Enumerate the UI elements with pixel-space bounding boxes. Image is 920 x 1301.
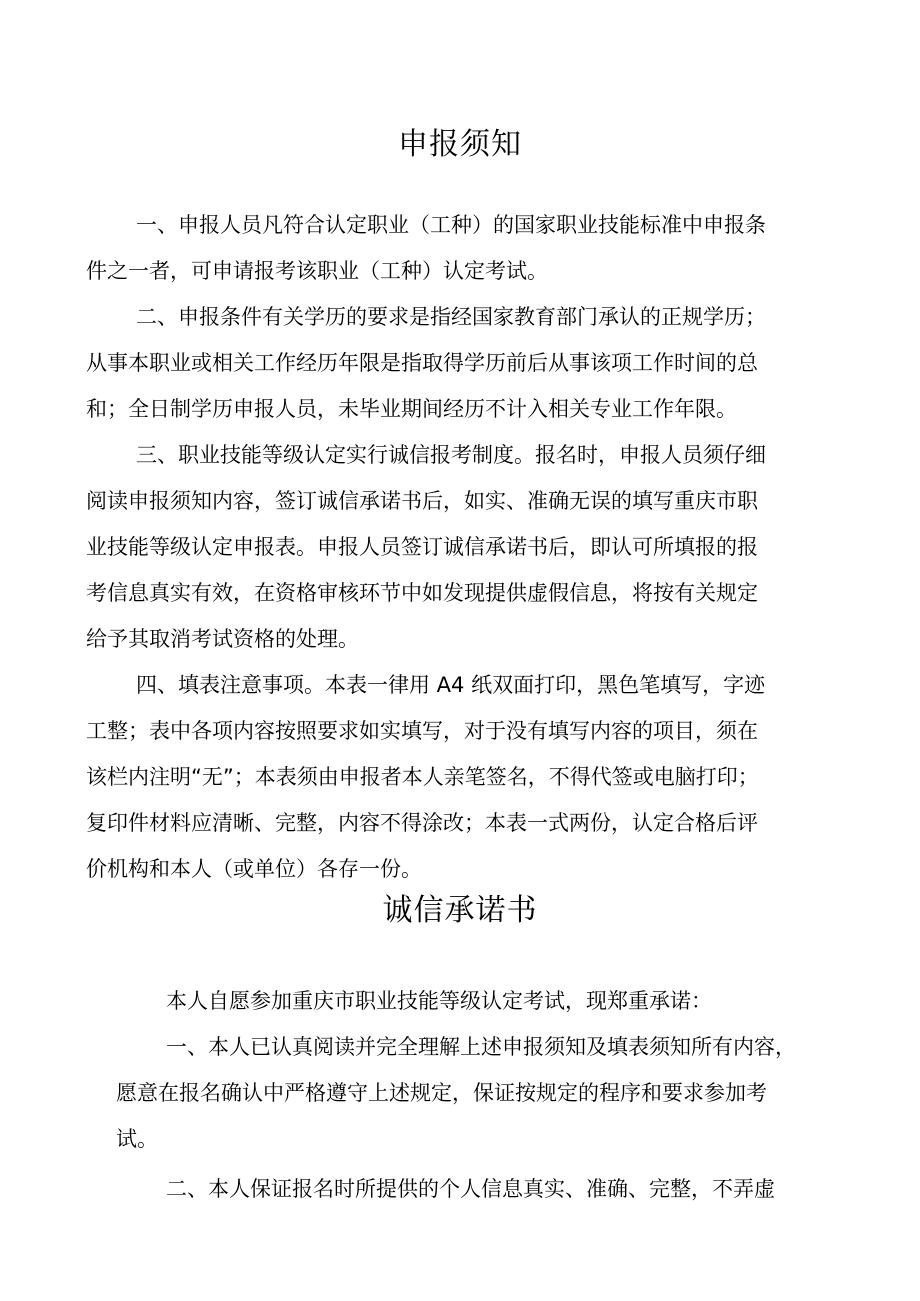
pledge-line: 二、本人保证报名时所提供的个人信息真实、准确、完整，不弄虚 <box>166 1177 775 1201</box>
notice-line: 工整；表中各项内容按照要求如实填写，对于没有填写内容的项目，须在 <box>86 719 758 743</box>
notice-line: 业技能等级认定申报表。申报人员签订诚信承诺书后，即认可所填报的报 <box>86 535 758 559</box>
notice-line: 二、申报条件有关学历的要求是指经国家教育部门承认的正规学历； <box>136 305 766 329</box>
notice-line: 和；全日制学历申报人员，未毕业期间经历不计入相关专业工作年限。 <box>86 397 737 421</box>
pledge-line: 试。 <box>116 1127 158 1151</box>
notice-line: 从事本职业或相关工作经历年限是指取得学历前后从事该项工作时间的总 <box>86 351 758 375</box>
pledge-line: 愿意在报名确认中严格遵守上述规定，保证按规定的程序和要求参加考 <box>116 1081 767 1105</box>
notice-line: 一、申报人员凡符合认定职业（工种）的国家职业技能标准中申报条 <box>136 213 766 237</box>
notice-title: 申报须知 <box>398 127 522 162</box>
pledge-line: 一、本人已认真阅读并完全理解上述申报须知及填表须知所有内容， <box>166 1035 796 1059</box>
notice-line: 三、职业技能等级认定实行诚信报考制度。报名时，申报人员须仔细 <box>136 443 766 467</box>
pledge-line: 本人自愿参加重庆市职业技能等级认定考试，现郑重承诺： <box>166 989 712 1013</box>
notice-line: 四、填表注意事项。本表一律用 A4 纸双面打印，黑色笔填写，字迹 <box>136 673 766 697</box>
notice-line: 考信息真实有效，在资格审核环节中如发现提供虚假信息，将按有关规定 <box>86 581 758 605</box>
notice-line: 给予其取消考试资格的处理。 <box>86 627 359 651</box>
notice-line: 该栏内注明“无”；本表须由申报者本人亲笔签名，不得代签或电脑打印； <box>86 765 759 789</box>
notice-line: 阅读申报须知内容，签订诚信承诺书后，如实、准确无误的填写重庆市职 <box>86 489 758 513</box>
pledge-title: 诚信承诺书 <box>382 893 538 928</box>
notice-line: 价机构和本人（或单位）各存一份。 <box>86 857 422 881</box>
notice-line: 件之一者，可申请报考该职业（工种）认定考试。 <box>86 259 548 283</box>
notice-line: 复印件材料应清晰、完整，内容不得涂改；本表一式两份，认定合格后评 <box>86 811 758 835</box>
